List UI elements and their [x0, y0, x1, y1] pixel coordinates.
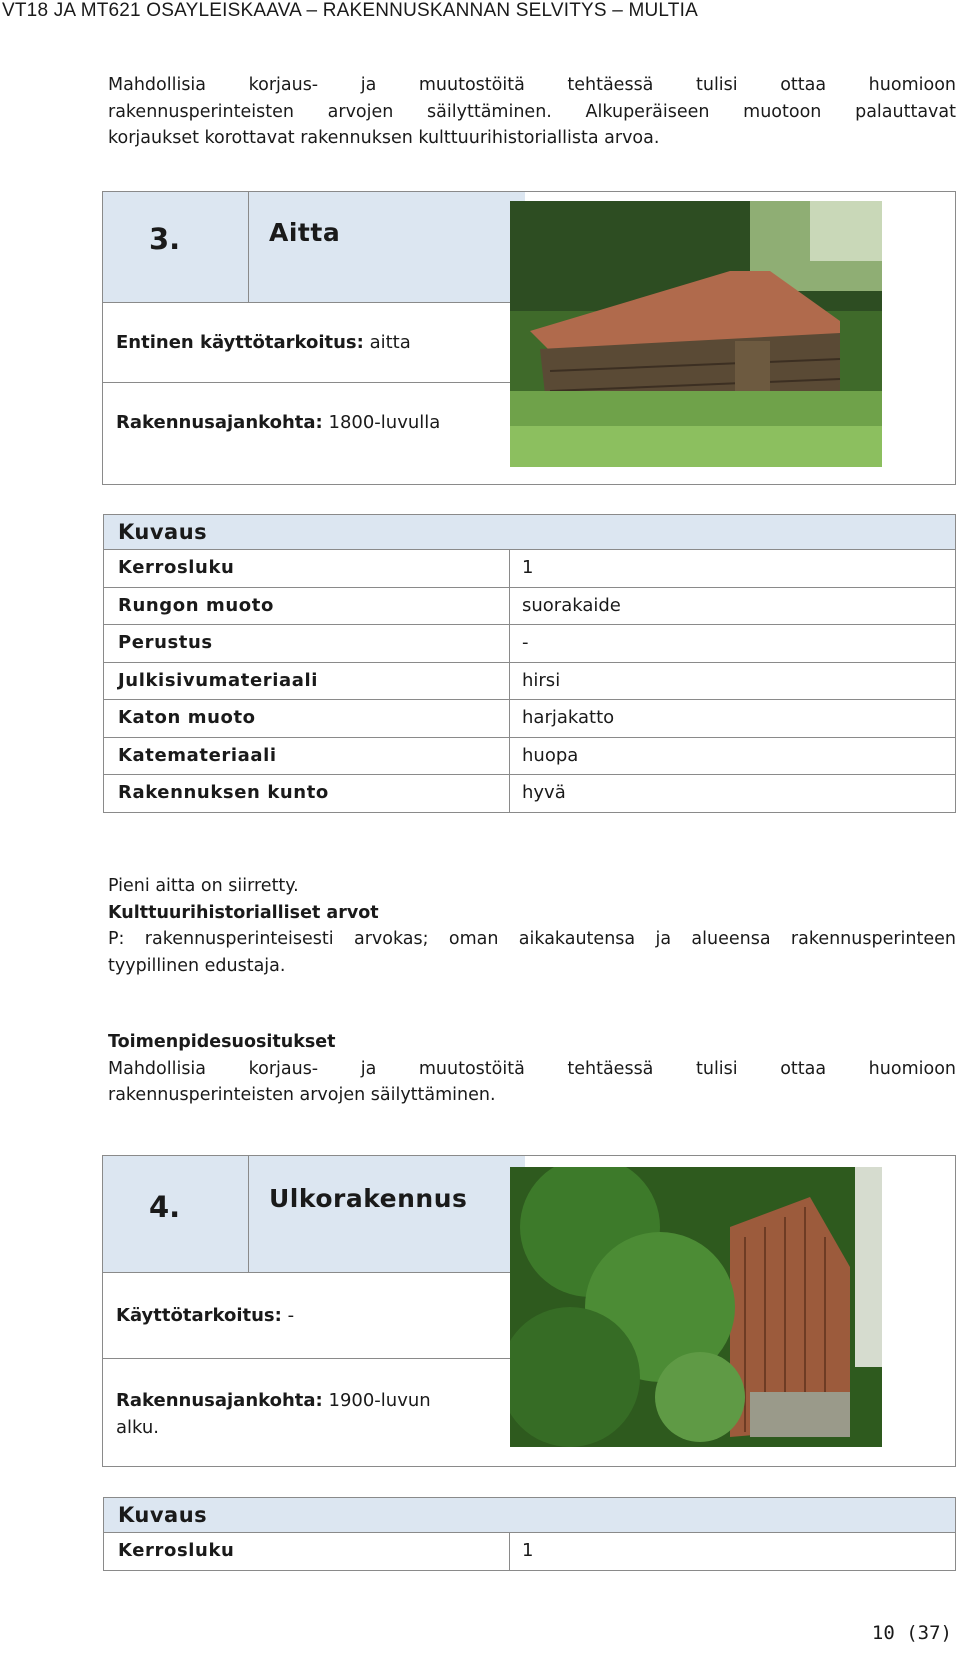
row-key: Perustus: [118, 632, 213, 653]
building-4-date-value-2: alku.: [116, 1417, 160, 1438]
table-row: [103, 775, 956, 813]
row-value: hirsi: [522, 669, 561, 691]
table-row: [103, 550, 956, 588]
table-row: [103, 700, 956, 738]
row-value: hyvä: [522, 782, 566, 803]
building-4-number: 4.: [149, 1190, 181, 1224]
building-3-number: 3.: [149, 222, 181, 256]
row-value: huopa: [522, 744, 579, 766]
building-3-date-value: 1800-luvulla: [328, 412, 441, 433]
row-value: harjakatto: [522, 707, 615, 728]
row-key: Rungon muoto: [118, 594, 274, 616]
building-4-title-cell: [249, 1156, 525, 1273]
page-number: 10 (37): [871, 1622, 952, 1644]
building-3-use-label: Entinen käyttötarkoitus:: [116, 332, 364, 353]
building-3-number-cell: [103, 192, 249, 303]
building-3-values-line-2: tyypillinen edustaja.: [108, 955, 286, 976]
row-key: Katon muoto: [118, 707, 256, 728]
building-3-actions-heading: Toimenpidesuositukset: [108, 1032, 336, 1052]
building-4-card: [102, 1155, 956, 1467]
building-3-notes: [108, 873, 956, 979]
building-4-use-label: Käyttötarkoitus:: [116, 1305, 282, 1326]
building-3-note: Pieni aitta on siirretty.: [108, 876, 299, 896]
building-3-table: [103, 514, 956, 813]
building-4-title: Ulkorakennus: [269, 1184, 468, 1213]
table-row: [103, 1533, 956, 1571]
row-value: -: [522, 632, 529, 653]
row-key: Julkisivumateriaali: [118, 669, 319, 691]
row-key: Rakennuksen kunto: [118, 782, 329, 803]
building-3-actions: [108, 1029, 956, 1109]
table-row: [103, 625, 956, 663]
row-value: 1: [522, 1540, 534, 1561]
document-header: VT18 JA MT621 OSAYLEISKAAVA – RAKENNUSKANNAN SELVITYS – MULTIA: [2, 0, 698, 21]
table-row: [103, 588, 956, 626]
building-3-actions-line-1: Mahdollisia korjaus- ja muutostöitä tehtäessä tulisi ottaa huomioon: [108, 1058, 956, 1079]
intro-line-2: rakennusperinteisten arvojen säilyttäminen. Alkuperäiseen muotoon palauttavat: [108, 101, 956, 122]
intro-paragraph: [108, 72, 956, 152]
building-3-card: [102, 191, 956, 485]
row-key: Kerrosluku: [118, 557, 235, 578]
table-row: [103, 738, 956, 776]
building-3-use-value: aitta: [369, 332, 411, 353]
building-3-actions-line-2: rakennusperinteisten arvojen säilyttäminen.: [108, 1085, 496, 1105]
building-4-date-label: Rakennusajankohta:: [116, 1390, 323, 1411]
row-value: suorakaide: [522, 594, 621, 616]
building-3-title: Aitta: [269, 218, 341, 247]
building-4-date-value: 1900-luvun: [328, 1390, 431, 1411]
building-4-photo: [510, 1167, 882, 1447]
building-4-number-cell: [103, 1156, 249, 1273]
table-row: [103, 663, 956, 701]
row-value: 1: [522, 557, 534, 578]
building-3-use-row: [103, 303, 525, 383]
building-3-title-cell: [249, 192, 525, 303]
building-4-use-value: -: [287, 1305, 295, 1326]
building-3-photo: [510, 201, 882, 467]
intro-line-3: korjaukset korottavat rakennuksen kulttuurihistoriallista arvoa.: [108, 128, 660, 148]
building-3-date-row: [103, 383, 525, 463]
row-key: Kerrosluku: [118, 1540, 235, 1561]
building-4-use-row: [103, 1273, 525, 1359]
building-3-table-header: Kuvaus: [103, 514, 956, 550]
building-4-table-header: Kuvaus: [103, 1497, 956, 1533]
intro-line-1: Mahdollisia korjaus- ja muutostöitä tehtäessä tulisi ottaa huomioon: [108, 75, 956, 95]
building-4-table: [103, 1497, 956, 1571]
building-3-values-line-1: P: rakennusperinteisesti arvokas; oman aikakautensa ja alueensa rakennusperinteen: [108, 929, 956, 949]
building-4-date-row: [103, 1359, 525, 1468]
building-3-values-heading: Kulttuurihistorialliset arvot: [108, 902, 379, 923]
building-3-date-label: Rakennusajankohta:: [116, 412, 323, 433]
row-key: Katemateriaali: [118, 744, 277, 766]
